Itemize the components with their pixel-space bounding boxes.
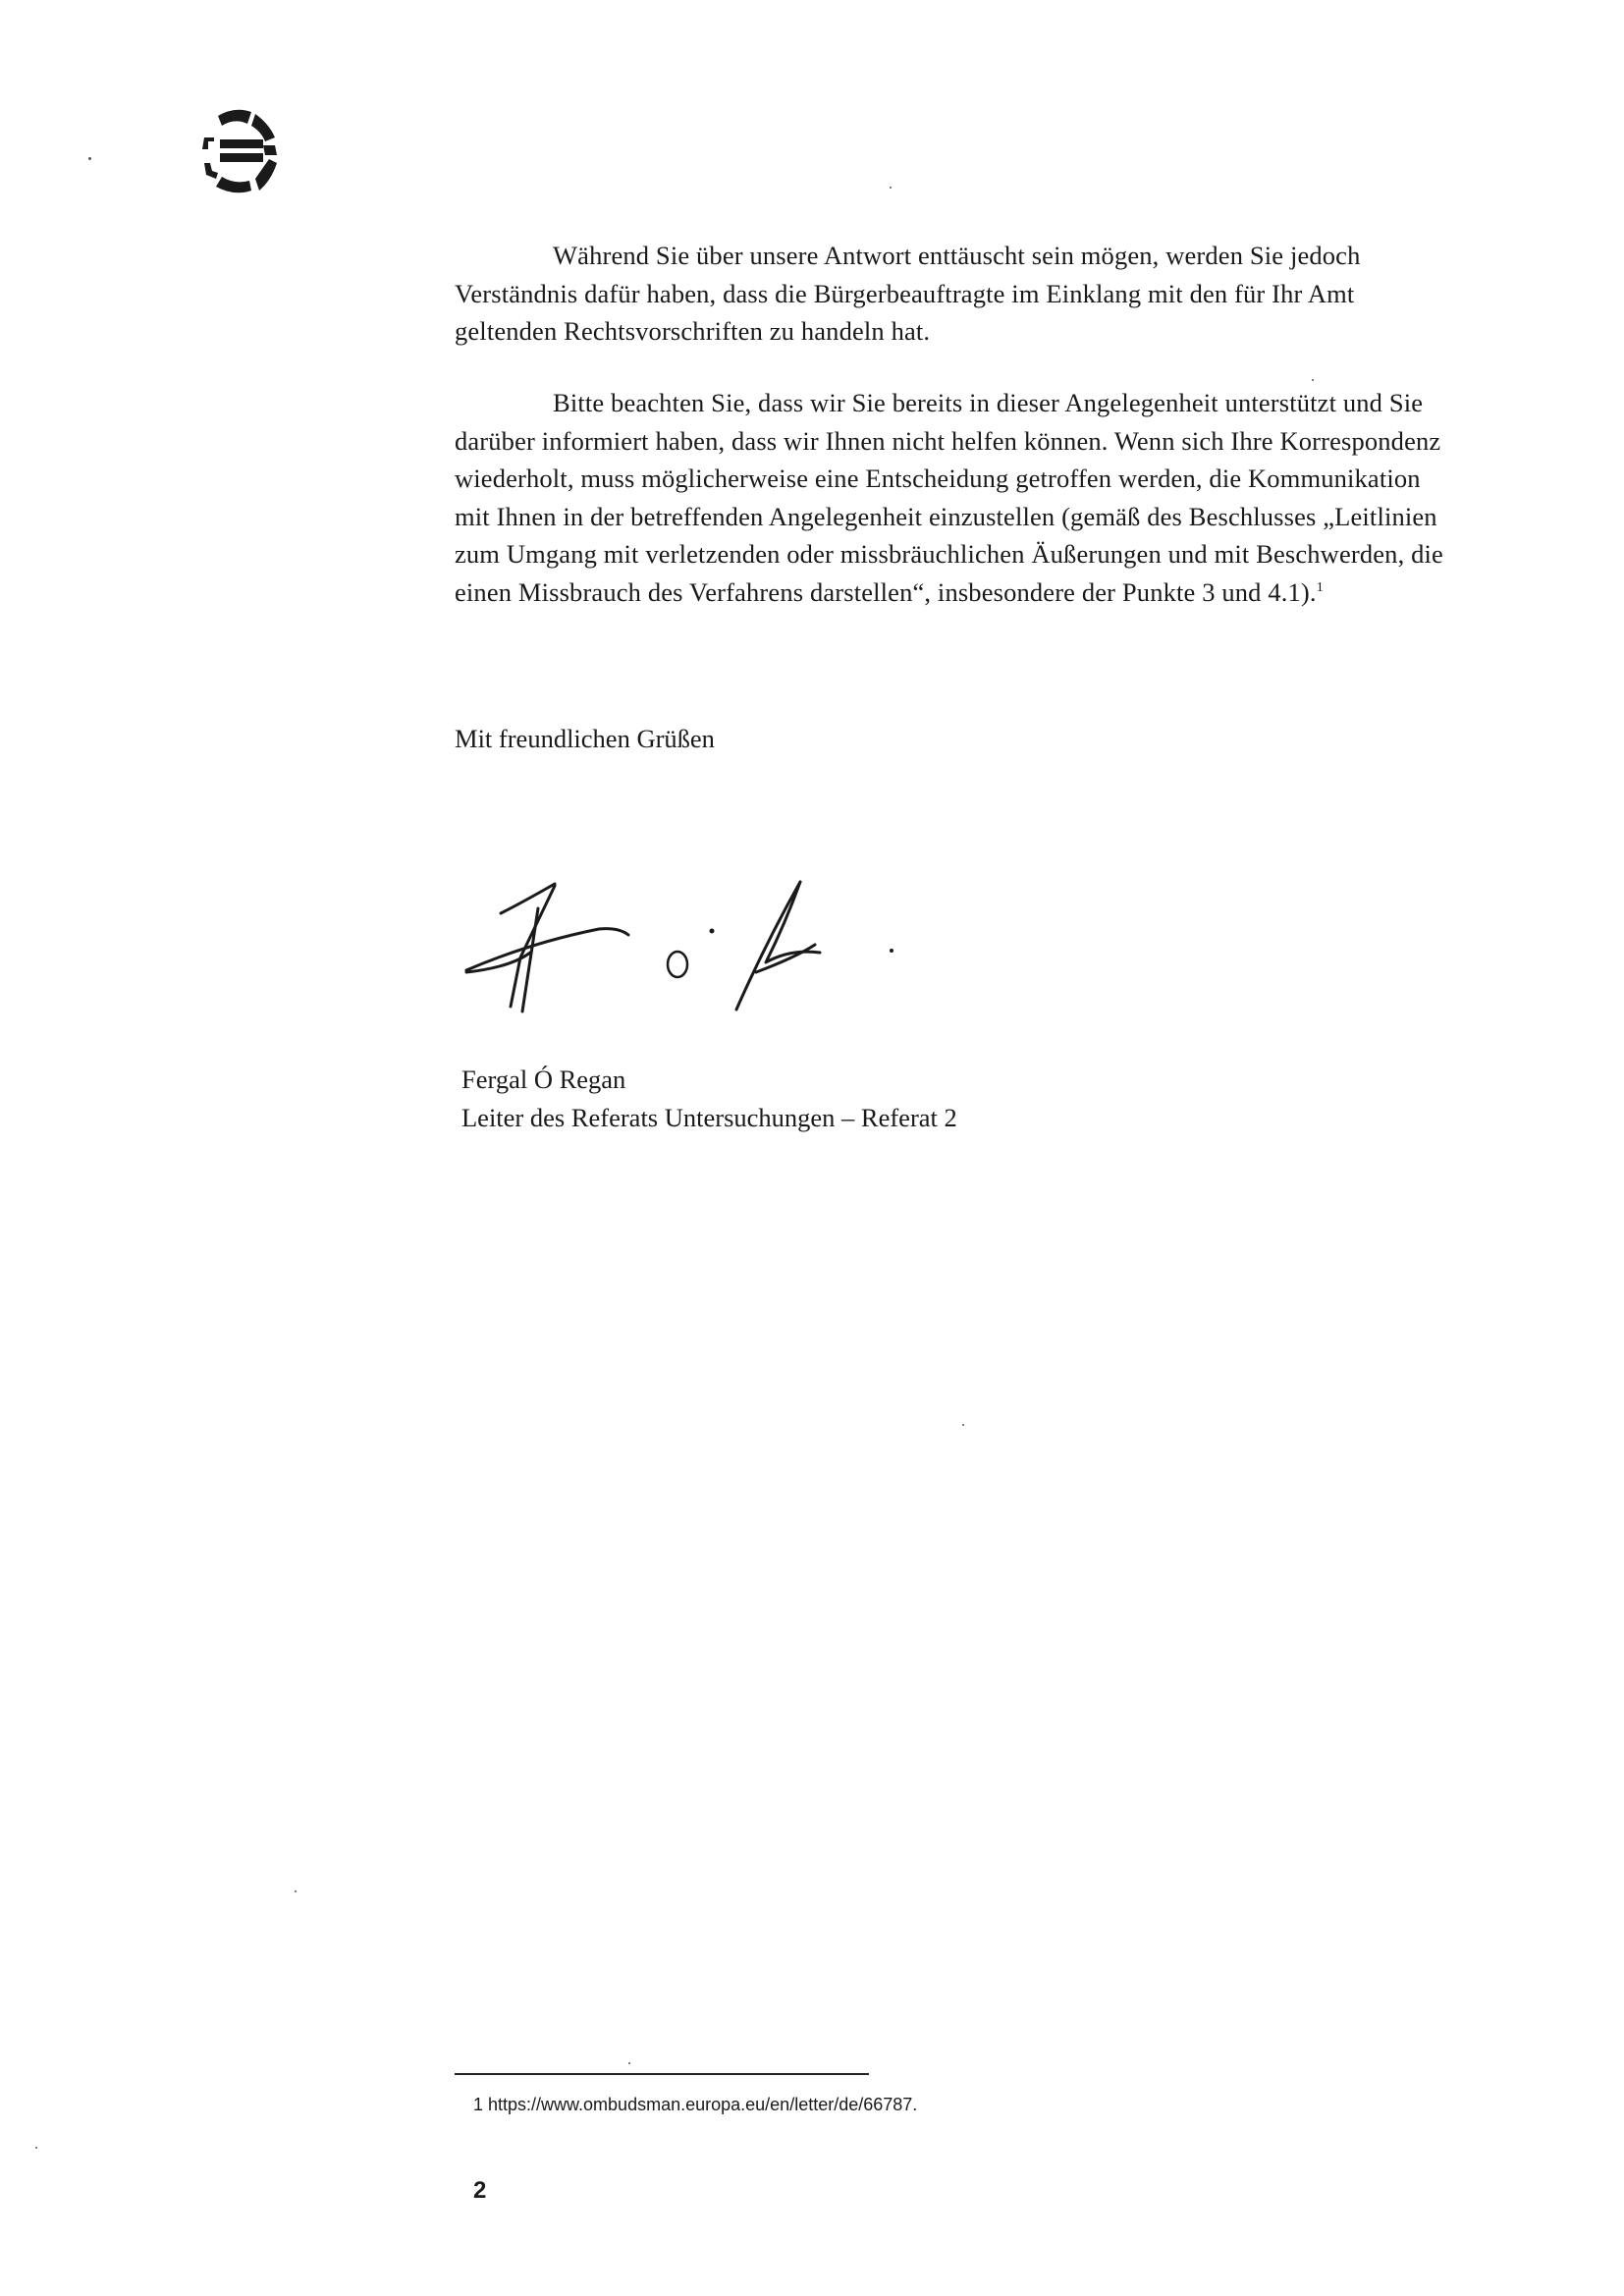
page-number: 2 [473, 2177, 487, 2204]
scan-speck [890, 187, 892, 189]
footnote-marker: 1 [1316, 579, 1324, 595]
scan-speck [628, 2062, 630, 2064]
signer-block [461, 1061, 957, 1136]
scan-speck [295, 1890, 297, 1892]
footnote: 1 https://www.ombudsman.europa.eu/en/letter/de/66787. [473, 2095, 918, 2114]
closing-salutation: Mit freundlichen Grüßen [455, 724, 715, 753]
scan-speck [35, 2147, 37, 2149]
scan-speck [962, 1424, 964, 1426]
paragraph-1 [455, 237, 1446, 351]
scan-speck [88, 157, 91, 160]
signer-name: Fergal Ó Regan [461, 1065, 626, 1094]
paragraph-2-body [455, 384, 1446, 611]
handwritten-signature-icon [452, 864, 923, 1031]
paragraph-2 [455, 384, 1446, 611]
paragraph-2-text: Bitte beachten Sie, dass wir Sie bereits in dieser Angelegenheit unterstützt und Sie darüber informiert haben, dass wir Ihnen nicht helfen können. Wenn sich Ihre Korrespondenz wiederholt, muss möglicherweise eine Entscheidung getroffen werden, die Kommunikation mit Ihnen in der betreffenden Angelegenheit einzustellen (gemäß des Beschlusses „Leitlinien zum Umgang mit verletzenden oder missbräuchlichen Äußerungen und mit Beschwerden, die einen Missbrauch des Verfahrens darstellen“, insbesondere der Punkte 3 und 4.1). [455, 388, 1443, 607]
paragraph-1-text: Während Sie über unsere Antwort enttäuscht sein mögen, werden Sie jedoch Verständnis dafür haben, dass die Bürgerbeauftragte im Einklang mit den für Ihr Amt geltenden Rechtsvorschriften zu handeln hat. [455, 241, 1361, 346]
signer-title: Leiter des Referats Untersuchungen – Referat 2 [461, 1102, 957, 1132]
scan-speck [1312, 379, 1314, 381]
footnote-divider [455, 2073, 869, 2075]
european-ombudsman-logo-icon [190, 102, 289, 200]
